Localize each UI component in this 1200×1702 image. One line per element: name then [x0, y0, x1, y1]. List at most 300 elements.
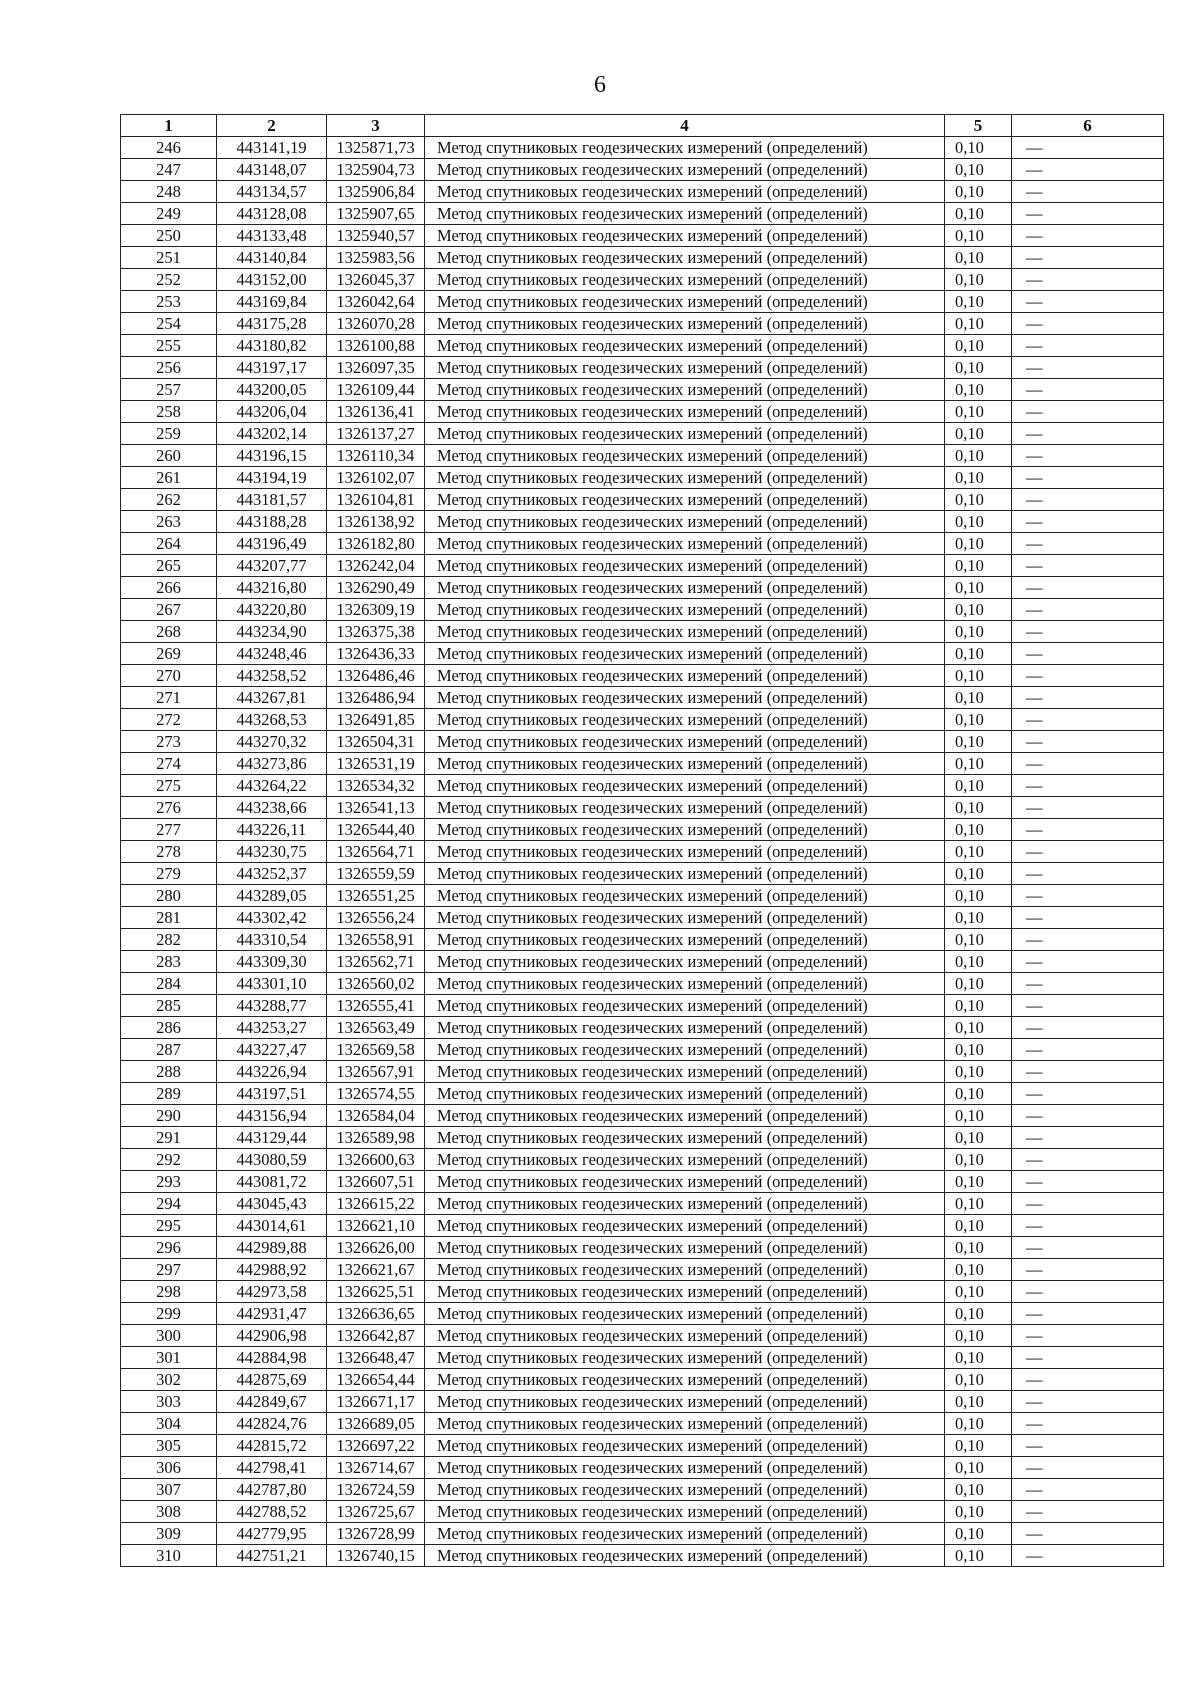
accuracy-cell: 0,10 [945, 665, 1012, 687]
x-coordinate-cell: 443207,77 [217, 555, 327, 577]
method-cell: Метод спутниковых геодезических измерений (определений) [425, 1259, 945, 1281]
table-row [121, 929, 1164, 951]
method-cell: Метод спутниковых геодезических измерений (определений) [425, 555, 945, 577]
method-cell: Метод спутниковых геодезических измерений (определений) [425, 1127, 945, 1149]
x-coordinate-cell: 443169,84 [217, 291, 327, 313]
table-row [121, 907, 1164, 929]
point-number-cell: 286 [121, 1017, 217, 1039]
point-number-cell: 308 [121, 1501, 217, 1523]
page-number: 6 [594, 72, 606, 98]
point-number-cell: 266 [121, 577, 217, 599]
point-number-cell: 275 [121, 775, 217, 797]
table-row [121, 577, 1164, 599]
y-coordinate-cell: 1326558,91 [327, 929, 425, 951]
point-number-cell: 271 [121, 687, 217, 709]
x-coordinate-cell: 443152,00 [217, 269, 327, 291]
point-number-cell: 302 [121, 1369, 217, 1391]
accuracy-cell: 0,10 [945, 1545, 1012, 1567]
table-row [121, 1479, 1164, 1501]
point-number-cell: 262 [121, 489, 217, 511]
table-row [121, 313, 1164, 335]
note-cell: — [1012, 1281, 1164, 1303]
y-coordinate-cell: 1326138,92 [327, 511, 425, 533]
y-coordinate-cell: 1326654,44 [327, 1369, 425, 1391]
point-number-cell: 284 [121, 973, 217, 995]
method-cell: Метод спутниковых геодезических измерений (определений) [425, 1215, 945, 1237]
accuracy-cell: 0,10 [945, 1281, 1012, 1303]
y-coordinate-cell: 1326491,85 [327, 709, 425, 731]
accuracy-cell: 0,10 [945, 797, 1012, 819]
x-coordinate-cell: 443197,17 [217, 357, 327, 379]
point-number-cell: 265 [121, 555, 217, 577]
y-coordinate-cell: 1325906,84 [327, 181, 425, 203]
method-cell: Метод спутниковых геодезических измерений (определений) [425, 247, 945, 269]
note-cell: — [1012, 1391, 1164, 1413]
note-cell: — [1012, 1435, 1164, 1457]
accuracy-cell: 0,10 [945, 335, 1012, 357]
table-row [121, 1039, 1164, 1061]
method-cell: Метод спутниковых геодезических измерений (определений) [425, 907, 945, 929]
point-number-cell: 256 [121, 357, 217, 379]
point-number-cell: 282 [121, 929, 217, 951]
table-row [121, 357, 1164, 379]
table-row [121, 819, 1164, 841]
accuracy-cell: 0,10 [945, 687, 1012, 709]
x-coordinate-cell: 442849,67 [217, 1391, 327, 1413]
point-number-cell: 290 [121, 1105, 217, 1127]
method-cell: Метод спутниковых геодезических измерений (определений) [425, 1435, 945, 1457]
y-coordinate-cell: 1326626,00 [327, 1237, 425, 1259]
accuracy-cell: 0,10 [945, 1347, 1012, 1369]
table-row [121, 335, 1164, 357]
y-coordinate-cell: 1326621,67 [327, 1259, 425, 1281]
note-cell: — [1012, 159, 1164, 181]
x-coordinate-cell: 443234,90 [217, 621, 327, 643]
note-cell: — [1012, 1105, 1164, 1127]
table-row [121, 841, 1164, 863]
x-coordinate-cell: 443226,11 [217, 819, 327, 841]
y-coordinate-cell: 1326242,04 [327, 555, 425, 577]
x-coordinate-cell: 443226,94 [217, 1061, 327, 1083]
y-coordinate-cell: 1326100,88 [327, 335, 425, 357]
note-cell: — [1012, 1501, 1164, 1523]
y-coordinate-cell: 1326042,64 [327, 291, 425, 313]
method-cell: Метод спутниковых геодезических измерений (определений) [425, 599, 945, 621]
header-col-4: 4 [425, 115, 945, 137]
y-coordinate-cell: 1326642,87 [327, 1325, 425, 1347]
y-coordinate-cell: 1325983,56 [327, 247, 425, 269]
header-col-3: 3 [327, 115, 425, 137]
note-cell: — [1012, 1259, 1164, 1281]
x-coordinate-cell: 443045,43 [217, 1193, 327, 1215]
table-row [121, 159, 1164, 181]
accuracy-cell: 0,10 [945, 1325, 1012, 1347]
table-header-row [121, 115, 1164, 137]
table-row [121, 1501, 1164, 1523]
point-number-cell: 279 [121, 863, 217, 885]
accuracy-cell: 0,10 [945, 401, 1012, 423]
table-row [121, 1413, 1164, 1435]
y-coordinate-cell: 1325940,57 [327, 225, 425, 247]
table-row [121, 1369, 1164, 1391]
point-number-cell: 278 [121, 841, 217, 863]
x-coordinate-cell: 442988,92 [217, 1259, 327, 1281]
x-coordinate-cell: 443197,51 [217, 1083, 327, 1105]
header-col-5: 5 [945, 115, 1012, 137]
note-cell: — [1012, 1369, 1164, 1391]
y-coordinate-cell: 1326504,31 [327, 731, 425, 753]
x-coordinate-cell: 443288,77 [217, 995, 327, 1017]
y-coordinate-cell: 1326615,22 [327, 1193, 425, 1215]
x-coordinate-cell: 443200,05 [217, 379, 327, 401]
y-coordinate-cell: 1326556,24 [327, 907, 425, 929]
accuracy-cell: 0,10 [945, 863, 1012, 885]
accuracy-cell: 0,10 [945, 753, 1012, 775]
note-cell: — [1012, 511, 1164, 533]
point-number-cell: 292 [121, 1149, 217, 1171]
y-coordinate-cell: 1325907,65 [327, 203, 425, 225]
point-number-cell: 260 [121, 445, 217, 467]
table-row [121, 1347, 1164, 1369]
accuracy-cell: 0,10 [945, 1413, 1012, 1435]
method-cell: Метод спутниковых геодезических измерений (определений) [425, 973, 945, 995]
point-number-cell: 257 [121, 379, 217, 401]
table-row [121, 467, 1164, 489]
note-cell: — [1012, 225, 1164, 247]
table-row [121, 709, 1164, 731]
table-row [121, 379, 1164, 401]
accuracy-cell: 0,10 [945, 643, 1012, 665]
table-row [121, 1017, 1164, 1039]
point-number-cell: 253 [121, 291, 217, 313]
accuracy-cell: 0,10 [945, 929, 1012, 951]
method-cell: Метод спутниковых геодезических измерений (определений) [425, 1479, 945, 1501]
note-cell: — [1012, 973, 1164, 995]
note-cell: — [1012, 907, 1164, 929]
table-row [121, 1127, 1164, 1149]
accuracy-cell: 0,10 [945, 995, 1012, 1017]
method-cell: Метод спутниковых геодезических измерений (определений) [425, 775, 945, 797]
table-row [121, 1457, 1164, 1479]
method-cell: Метод спутниковых геодезических измерений (определений) [425, 1523, 945, 1545]
note-cell: — [1012, 1017, 1164, 1039]
x-coordinate-cell: 443175,28 [217, 313, 327, 335]
y-coordinate-cell: 1326636,65 [327, 1303, 425, 1325]
accuracy-cell: 0,10 [945, 1479, 1012, 1501]
x-coordinate-cell: 443216,80 [217, 577, 327, 599]
x-coordinate-cell: 443302,42 [217, 907, 327, 929]
table-row [121, 1171, 1164, 1193]
method-cell: Метод спутниковых геодезических измерений (определений) [425, 1501, 945, 1523]
table-row [121, 1523, 1164, 1545]
accuracy-cell: 0,10 [945, 841, 1012, 863]
table-row [121, 1149, 1164, 1171]
method-cell: Метод спутниковых геодезических измерений (определений) [425, 1017, 945, 1039]
table-row [121, 423, 1164, 445]
y-coordinate-cell: 1326648,47 [327, 1347, 425, 1369]
y-coordinate-cell: 1326574,55 [327, 1083, 425, 1105]
method-cell: Метод спутниковых геодезических измерений (определений) [425, 709, 945, 731]
x-coordinate-cell: 442973,58 [217, 1281, 327, 1303]
x-coordinate-cell: 443133,48 [217, 225, 327, 247]
note-cell: — [1012, 1193, 1164, 1215]
x-coordinate-cell: 443310,54 [217, 929, 327, 951]
point-number-cell: 249 [121, 203, 217, 225]
note-cell: — [1012, 247, 1164, 269]
point-number-cell: 270 [121, 665, 217, 687]
y-coordinate-cell: 1326309,19 [327, 599, 425, 621]
point-number-cell: 263 [121, 511, 217, 533]
accuracy-cell: 0,10 [945, 1127, 1012, 1149]
note-cell: — [1012, 269, 1164, 291]
method-cell: Метод спутниковых геодезических измерений (определений) [425, 423, 945, 445]
point-number-cell: 248 [121, 181, 217, 203]
note-cell: — [1012, 1325, 1164, 1347]
y-coordinate-cell: 1326544,40 [327, 819, 425, 841]
note-cell: — [1012, 203, 1164, 225]
accuracy-cell: 0,10 [945, 555, 1012, 577]
method-cell: Метод спутниковых геодезических измерений (определений) [425, 687, 945, 709]
note-cell: — [1012, 687, 1164, 709]
x-coordinate-cell: 442751,21 [217, 1545, 327, 1567]
table-row [121, 1391, 1164, 1413]
x-coordinate-cell: 443264,22 [217, 775, 327, 797]
note-cell: — [1012, 555, 1164, 577]
method-cell: Метод спутниковых геодезических измерений (определений) [425, 753, 945, 775]
y-coordinate-cell: 1326045,37 [327, 269, 425, 291]
note-cell: — [1012, 137, 1164, 159]
accuracy-cell: 0,10 [945, 1237, 1012, 1259]
note-cell: — [1012, 313, 1164, 335]
x-coordinate-cell: 443148,07 [217, 159, 327, 181]
accuracy-cell: 0,10 [945, 1457, 1012, 1479]
table-row [121, 643, 1164, 665]
y-coordinate-cell: 1326564,71 [327, 841, 425, 863]
note-cell: — [1012, 379, 1164, 401]
table-row [121, 555, 1164, 577]
method-cell: Метод спутниковых геодезических измерений (определений) [425, 1083, 945, 1105]
method-cell: Метод спутниковых геодезических измерений (определений) [425, 1347, 945, 1369]
y-coordinate-cell: 1326697,22 [327, 1435, 425, 1457]
note-cell: — [1012, 599, 1164, 621]
accuracy-cell: 0,10 [945, 907, 1012, 929]
accuracy-cell: 0,10 [945, 423, 1012, 445]
y-coordinate-cell: 1326567,91 [327, 1061, 425, 1083]
accuracy-cell: 0,10 [945, 181, 1012, 203]
y-coordinate-cell: 1326136,41 [327, 401, 425, 423]
x-coordinate-cell: 443230,75 [217, 841, 327, 863]
note-cell: — [1012, 445, 1164, 467]
x-coordinate-cell: 443196,49 [217, 533, 327, 555]
point-number-cell: 305 [121, 1435, 217, 1457]
x-coordinate-cell: 443134,57 [217, 181, 327, 203]
x-coordinate-cell: 443202,14 [217, 423, 327, 445]
y-coordinate-cell: 1326531,19 [327, 753, 425, 775]
method-cell: Метод спутниковых геодезических измерений (определений) [425, 357, 945, 379]
y-coordinate-cell: 1326559,59 [327, 863, 425, 885]
y-coordinate-cell: 1326671,17 [327, 1391, 425, 1413]
x-coordinate-cell: 443156,94 [217, 1105, 327, 1127]
table-row [121, 1193, 1164, 1215]
accuracy-cell: 0,10 [945, 819, 1012, 841]
x-coordinate-cell: 443220,80 [217, 599, 327, 621]
method-cell: Метод спутниковых геодезических измерений (определений) [425, 1413, 945, 1435]
table-row [121, 753, 1164, 775]
method-cell: Метод спутниковых геодезических измерений (определений) [425, 1325, 945, 1347]
method-cell: Метод спутниковых геодезических измерений (определений) [425, 1193, 945, 1215]
accuracy-cell: 0,10 [945, 951, 1012, 973]
table-row [121, 401, 1164, 423]
point-number-cell: 268 [121, 621, 217, 643]
method-cell: Метод спутниковых геодезических измерений (определений) [425, 379, 945, 401]
y-coordinate-cell: 1326551,25 [327, 885, 425, 907]
point-number-cell: 288 [121, 1061, 217, 1083]
note-cell: — [1012, 643, 1164, 665]
point-number-cell: 267 [121, 599, 217, 621]
method-cell: Метод спутниковых геодезических измерений (определений) [425, 1281, 945, 1303]
method-cell: Метод спутниковых геодезических измерений (определений) [425, 137, 945, 159]
x-coordinate-cell: 443081,72 [217, 1171, 327, 1193]
y-coordinate-cell: 1326621,10 [327, 1215, 425, 1237]
note-cell: — [1012, 423, 1164, 445]
x-coordinate-cell: 442824,76 [217, 1413, 327, 1435]
x-coordinate-cell: 443238,66 [217, 797, 327, 819]
note-cell: — [1012, 731, 1164, 753]
accuracy-cell: 0,10 [945, 1303, 1012, 1325]
method-cell: Метод спутниковых геодезических измерений (определений) [425, 929, 945, 951]
method-cell: Метод спутниковых геодезических измерений (определений) [425, 225, 945, 247]
method-cell: Метод спутниковых геодезических измерений (определений) [425, 1391, 945, 1413]
method-cell: Метод спутниковых геодезических измерений (определений) [425, 467, 945, 489]
accuracy-cell: 0,10 [945, 1259, 1012, 1281]
method-cell: Метод спутниковых геодезических измерений (определений) [425, 181, 945, 203]
y-coordinate-cell: 1326486,46 [327, 665, 425, 687]
point-number-cell: 251 [121, 247, 217, 269]
table-row [121, 1259, 1164, 1281]
y-coordinate-cell: 1325871,73 [327, 137, 425, 159]
note-cell: — [1012, 291, 1164, 313]
y-coordinate-cell: 1326562,71 [327, 951, 425, 973]
method-cell: Метод спутниковых геодезических измерений (определений) [425, 797, 945, 819]
accuracy-cell: 0,10 [945, 709, 1012, 731]
accuracy-cell: 0,10 [945, 225, 1012, 247]
point-number-cell: 255 [121, 335, 217, 357]
method-cell: Метод спутниковых геодезических измерений (определений) [425, 665, 945, 687]
y-coordinate-cell: 1326534,32 [327, 775, 425, 797]
note-cell: — [1012, 1215, 1164, 1237]
table-row [121, 599, 1164, 621]
note-cell: — [1012, 1303, 1164, 1325]
accuracy-cell: 0,10 [945, 1017, 1012, 1039]
accuracy-cell: 0,10 [945, 973, 1012, 995]
note-cell: — [1012, 1457, 1164, 1479]
note-cell: — [1012, 181, 1164, 203]
note-cell: — [1012, 335, 1164, 357]
accuracy-cell: 0,10 [945, 1501, 1012, 1523]
y-coordinate-cell: 1326714,67 [327, 1457, 425, 1479]
method-cell: Метод спутниковых геодезических измерений (определений) [425, 511, 945, 533]
y-coordinate-cell: 1326070,28 [327, 313, 425, 335]
x-coordinate-cell: 443258,52 [217, 665, 327, 687]
point-number-cell: 291 [121, 1127, 217, 1149]
accuracy-cell: 0,10 [945, 1369, 1012, 1391]
accuracy-cell: 0,10 [945, 159, 1012, 181]
accuracy-cell: 0,10 [945, 445, 1012, 467]
method-cell: Метод спутниковых геодезических измерений (определений) [425, 335, 945, 357]
accuracy-cell: 0,10 [945, 1171, 1012, 1193]
note-cell: — [1012, 1171, 1164, 1193]
method-cell: Метод спутниковых геодезических измерений (определений) [425, 1105, 945, 1127]
header-col-1: 1 [121, 115, 217, 137]
point-number-cell: 296 [121, 1237, 217, 1259]
point-number-cell: 246 [121, 137, 217, 159]
x-coordinate-cell: 443196,15 [217, 445, 327, 467]
note-cell: — [1012, 863, 1164, 885]
x-coordinate-cell: 442815,72 [217, 1435, 327, 1457]
method-cell: Метод спутниковых геодезических измерений (определений) [425, 159, 945, 181]
point-number-cell: 250 [121, 225, 217, 247]
accuracy-cell: 0,10 [945, 357, 1012, 379]
x-coordinate-cell: 443181,57 [217, 489, 327, 511]
note-cell: — [1012, 709, 1164, 731]
method-cell: Метод спутниковых геодезических измерений (определений) [425, 841, 945, 863]
accuracy-cell: 0,10 [945, 1435, 1012, 1457]
x-coordinate-cell: 443270,32 [217, 731, 327, 753]
table-row [121, 181, 1164, 203]
x-coordinate-cell: 442875,69 [217, 1369, 327, 1391]
point-number-cell: 272 [121, 709, 217, 731]
y-coordinate-cell: 1325904,73 [327, 159, 425, 181]
note-cell: — [1012, 1083, 1164, 1105]
point-number-cell: 293 [121, 1171, 217, 1193]
point-number-cell: 298 [121, 1281, 217, 1303]
method-cell: Метод спутниковых геодезических измерений (определений) [425, 643, 945, 665]
point-number-cell: 304 [121, 1413, 217, 1435]
y-coordinate-cell: 1326569,58 [327, 1039, 425, 1061]
x-coordinate-cell: 443188,28 [217, 511, 327, 533]
accuracy-cell: 0,10 [945, 1061, 1012, 1083]
method-cell: Метод спутниковых геодезических измерений (определений) [425, 863, 945, 885]
note-cell: — [1012, 533, 1164, 555]
table-row [121, 1435, 1164, 1457]
note-cell: — [1012, 995, 1164, 1017]
y-coordinate-cell: 1326486,94 [327, 687, 425, 709]
point-number-cell: 269 [121, 643, 217, 665]
x-coordinate-cell: 442931,47 [217, 1303, 327, 1325]
method-cell: Метод спутниковых геодезических измерений (определений) [425, 885, 945, 907]
accuracy-cell: 0,10 [945, 885, 1012, 907]
x-coordinate-cell: 443227,47 [217, 1039, 327, 1061]
note-cell: — [1012, 1039, 1164, 1061]
method-cell: Метод спутниковых геодезических измерений (определений) [425, 819, 945, 841]
x-coordinate-cell: 443080,59 [217, 1149, 327, 1171]
method-cell: Метод спутниковых геодезических измерений (определений) [425, 489, 945, 511]
point-number-cell: 259 [121, 423, 217, 445]
point-number-cell: 287 [121, 1039, 217, 1061]
x-coordinate-cell: 442779,95 [217, 1523, 327, 1545]
point-number-cell: 277 [121, 819, 217, 841]
note-cell: — [1012, 797, 1164, 819]
y-coordinate-cell: 1326563,49 [327, 1017, 425, 1039]
coordinates-table [120, 114, 1164, 1567]
method-cell: Метод спутниковых геодезических измерений (определений) [425, 1545, 945, 1567]
method-cell: Метод спутниковых геодезических измерений (определений) [425, 291, 945, 313]
x-coordinate-cell: 443309,30 [217, 951, 327, 973]
method-cell: Метод спутниковых геодезических измерений (определений) [425, 1237, 945, 1259]
x-coordinate-cell: 443141,19 [217, 137, 327, 159]
table-row [121, 445, 1164, 467]
table-row [121, 885, 1164, 907]
